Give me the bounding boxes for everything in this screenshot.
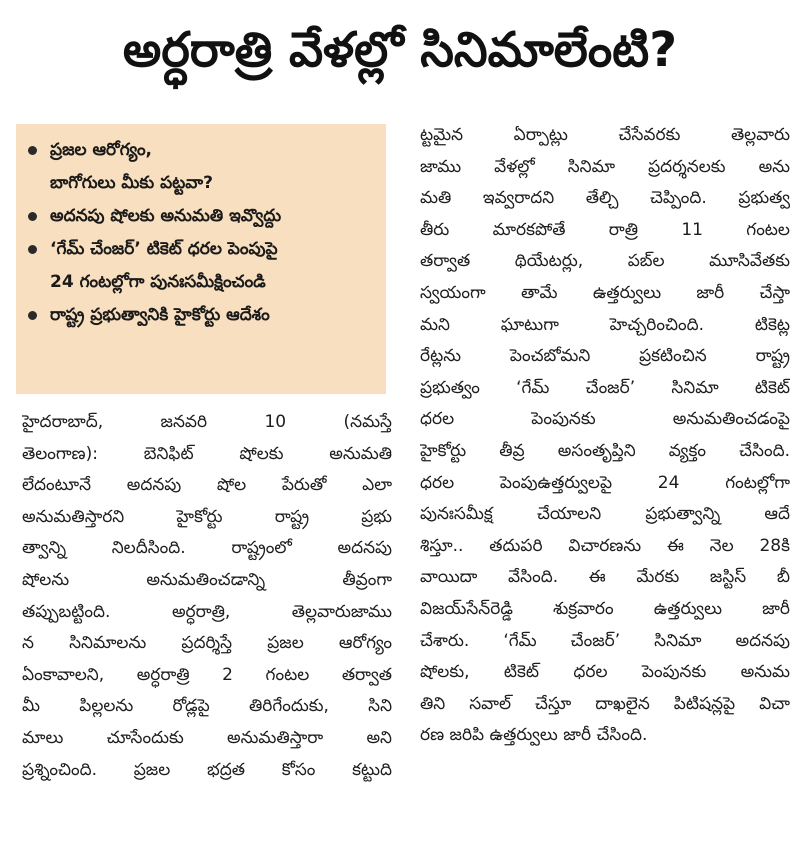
- text-line: త్వాన్ని నిలదీసింది. రాష్ట్రంలో అదనపు: [22, 538, 392, 559]
- text-line: తెలంగాణ): బెనిఫిట్ షోలకు అనుమతి: [22, 443, 392, 464]
- bullet-icon: [28, 146, 37, 155]
- highlight-line: 24 గంటల్లోగా పునఃసమీక్షించండి: [50, 272, 266, 292]
- text-line: రణ జరిపి ఉత్తర్వులు జారీ చేసింది.: [420, 725, 648, 746]
- right-column-text: [420, 120, 790, 752]
- text-line: చేశారు. ‘గేమ్ చేంజర్’ సినిమా అదనపు: [420, 630, 790, 651]
- text-line: హైదరాబాద్, జనవరి 10 (నమస్తే: [22, 412, 392, 432]
- left-column-text: [22, 407, 392, 786]
- text-line: షోలకు, టికెట్ ధరల పెంపునకు అనుమ: [420, 662, 790, 683]
- text-line: మాలు చూసేందుకు అనుమతిస్తారా అని: [22, 727, 392, 748]
- bullet-icon: [28, 311, 37, 320]
- text-line: స్వయంగా తామే ఉత్తర్వులు జారీ చేస్తా: [420, 282, 790, 303]
- text-line: షోలను అనుమతించడాన్ని తీవ్రంగా: [22, 569, 392, 590]
- highlight-line: ‘గేమ్ చేంజర్’ టికెట్ ధరల పెంపుపై: [50, 239, 278, 259]
- bullet-icon: [28, 212, 37, 221]
- text-line: ప్రశ్నించింది. ప్రజల భద్రత కోసం కట్టుది: [22, 759, 392, 780]
- highlight-item: [28, 233, 382, 299]
- text-line: పునఃసమీక్ష చేయాలని ప్రభుత్వాన్ని ఆదే: [420, 504, 790, 525]
- text-line: హైకోర్టు తీవ్ర అసంతృప్తిని వ్యక్తం చేసింది.: [420, 440, 790, 461]
- text-line: ధరల పెంపునకు అనుమతించడంపై: [420, 409, 790, 430]
- text-line: రేట్లను పెంచబోమని ప్రకటించిన రాష్ట్ర: [420, 346, 790, 367]
- highlight-line: ప్రజల ఆరోగ్యం,: [50, 140, 153, 160]
- text-line: విజయ్‌సేన్‌రెడ్డి శుక్రవారం ఉత్తర్వులు జారీ: [420, 598, 790, 619]
- text-line: జాము వేళల్లో సినిమా ప్రదర్శనలకు అను: [420, 156, 790, 177]
- text-line: తర్వాత థియేటర్లు, పబ్‌ల మూసివేతకు: [420, 251, 790, 272]
- text-line: న సినిమాలను ప్రదర్శిస్తే ప్రజల ఆరోగ్యం: [22, 633, 392, 654]
- highlight-item: [28, 134, 382, 200]
- article-headline: అర్ధరాత్రి వేళల్లో సినిమాలేంటి?: [122, 22, 678, 78]
- text-line: తప్పుబట్టింది. అర్ధరాత్రి, తెల్లవారుజాము: [22, 601, 392, 622]
- text-line: ఏంకావాలని, అర్ధరాత్రి 2 గంటల తర్వాత: [22, 664, 392, 685]
- text-line: ప్రభుత్వం ‘గేమ్ చేంజర్’ సినిమా టికెట్: [420, 377, 790, 398]
- highlights-box: [16, 124, 386, 394]
- highlight-line: రాష్ట్ర ప్రభుత్వానికి హైకోర్టు ఆదేశం: [50, 305, 270, 325]
- text-line: అనుమతిస్తారని హైకోర్టు రాష్ట్ర ప్రభు: [22, 506, 392, 527]
- text-line: ధరల పెంపుఉత్తర్వులపై 24 గంటల్లోగా: [420, 472, 790, 493]
- text-line: లేదంటూనే అదనపు షోల పేరుతో ఎలా: [22, 475, 392, 496]
- text-line: తిని సవాల్ చేస్తూ దాఖలైన పిటిషన్లపై విచా: [420, 693, 790, 714]
- text-line: తీరు మారకపోతే రాత్రి 11 గంటల: [420, 219, 790, 240]
- text-line: మతి ఇవ్వరాదని తేల్చి చెప్పింది. ప్రభుత్వ: [420, 188, 790, 209]
- highlight-line: అదనపు షోలకు అనుమతి ఇవ్వొద్దు: [50, 206, 282, 226]
- highlight-line: బాగోగులు మీకు పట్టవా?: [50, 173, 213, 193]
- text-line: శిస్తూ.. తదుపరి విచారణను ఈ నెల 28కి: [420, 535, 790, 556]
- highlight-item: [28, 200, 382, 233]
- text-line: మీ పిల్లలను రోడ్లపై తిరిగేందుకు, సిని: [22, 696, 392, 717]
- text-line: మని ఘాటుగా హెచ్చరించింది. టికెట్ల: [420, 314, 790, 335]
- highlight-item: [28, 299, 382, 332]
- text-line: ట్టమైన ఏర్పాట్లు చేసేవరకు తెల్లవారు: [420, 125, 790, 145]
- text-line: వాయిదా వేసింది. ఈ మేరకు జస్టిస్ బీ: [420, 567, 790, 588]
- bullet-icon: [28, 245, 37, 254]
